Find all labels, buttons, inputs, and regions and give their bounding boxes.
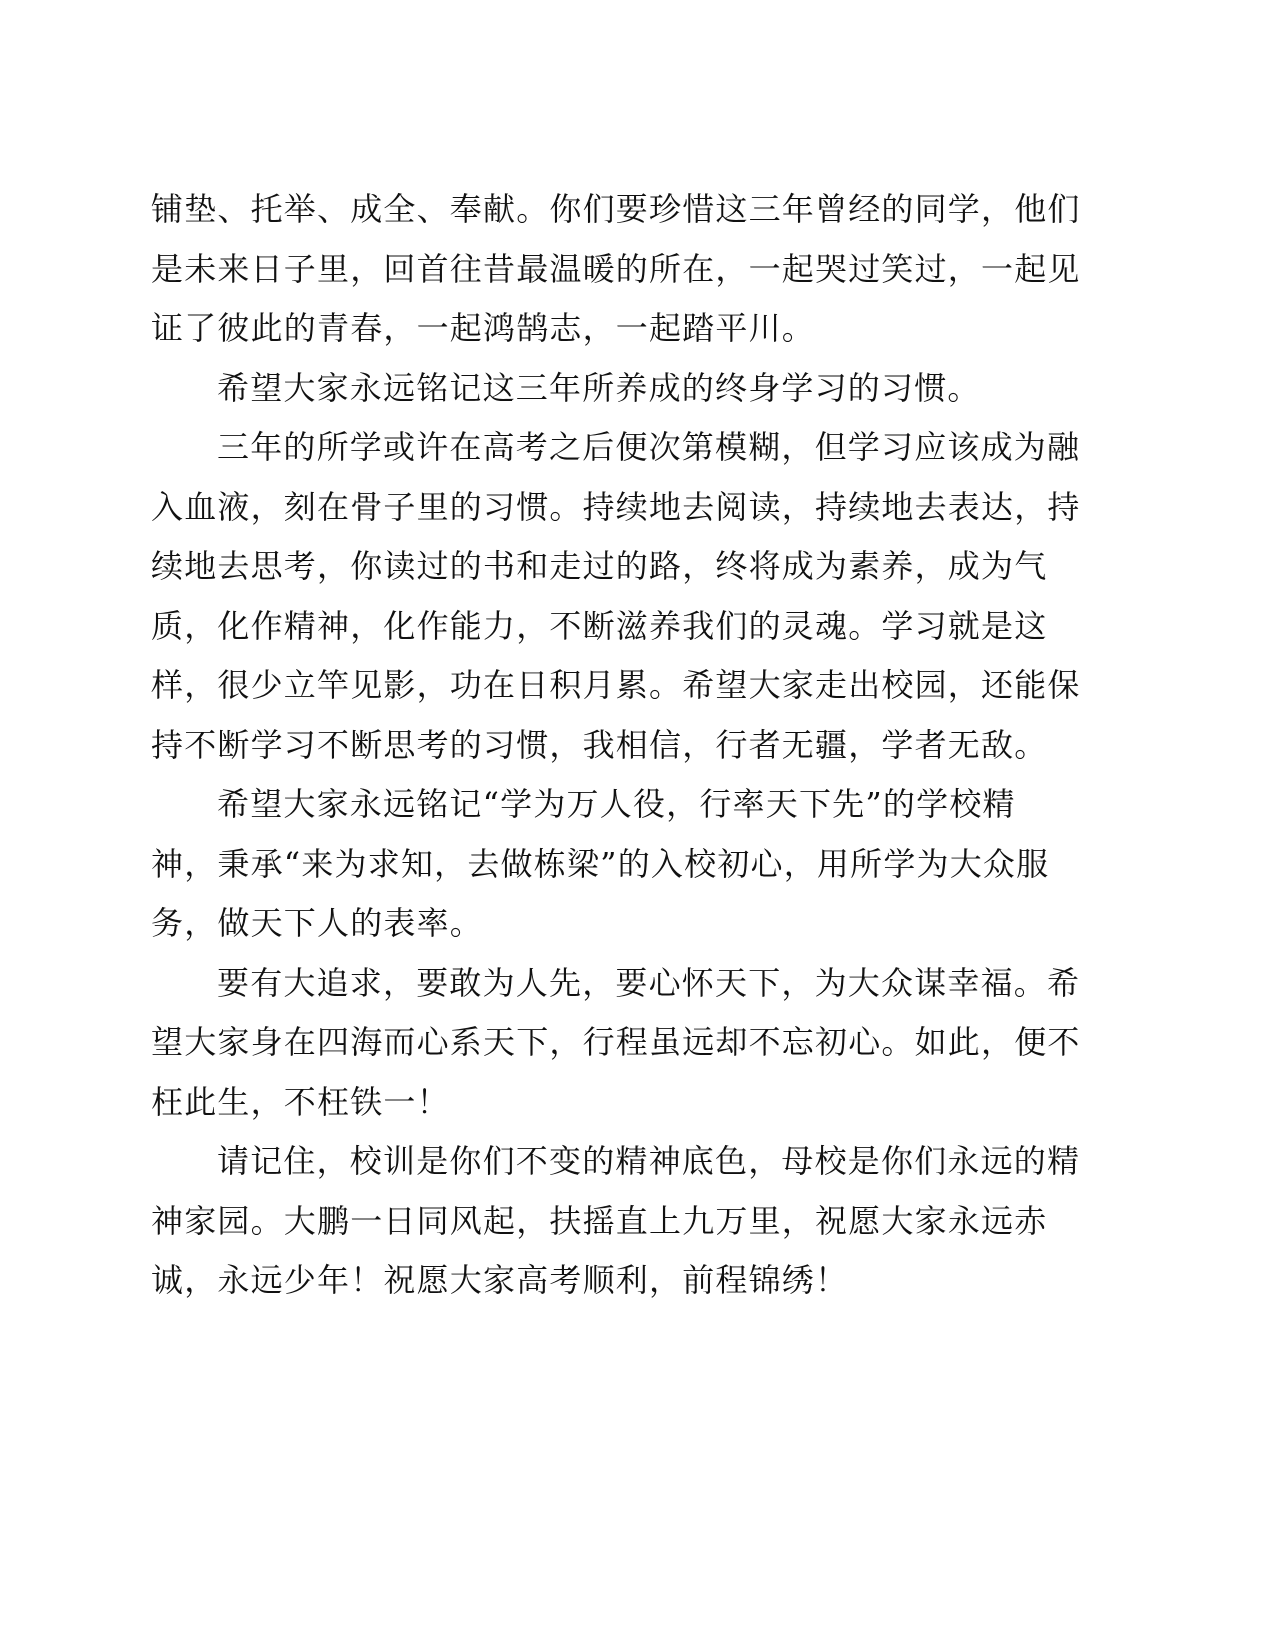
text-line: 铺垫、托举、成全、奉献。你们要珍惜这三年曾经的同学，他们 — [151, 190, 1081, 228]
paragraph-first-line: 三年的所学或许在高考之后便次第模糊，但学习应该成为融 — [217, 428, 1081, 466]
text-line: 枉此生，不枉铁一！ — [151, 1082, 450, 1121]
text-line: 诚，永远少年！祝愿大家高考顺利，前程锦绣！ — [151, 1261, 849, 1299]
paragraph-first-line: 要有大追求，要敢为人先，要心怀天下，为大众谋幸福。希 — [217, 963, 1081, 1002]
text-line: 证了彼此的青春，一起鸿鹄志，一起踏平川。 — [151, 309, 816, 347]
paragraph-first-line: 希望大家永远铭记这三年所养成的终身学习的习惯。 — [217, 368, 981, 407]
text-line: 样，很少立竿见影，功在日积月累。希望大家走出校园，还能保 — [151, 666, 1081, 704]
text-line: 是未来日子里，回首往昔最温暖的所在，一起哭过笑过，一起见 — [151, 249, 1081, 288]
document-body — [151, 180, 1091, 1311]
paragraph-first-line: 希望大家永远铭记“学为万人役，行率天下先”的学校精 — [217, 785, 1016, 823]
text-line: 望大家身在四海而心系天下，行程虽远却不忘初心。如此，便不 — [151, 1023, 1081, 1061]
text-line: 神，秉承“来为求知，去做栋梁”的入校初心，用所学为大众服 — [151, 844, 1050, 883]
text-line: 务，做天下人的表率。 — [151, 904, 484, 942]
text-line: 持不断学习不断思考的习惯，我相信，行者无疆，学者无敌。 — [151, 725, 1048, 764]
text-line: 质，化作精神，化作能力，不断滋养我们的灵魂。学习就是这 — [151, 606, 1048, 645]
text-line: 神家园。大鹏一日同风起，扶摇直上九万里，祝愿大家永远赤 — [151, 1201, 1048, 1240]
text-line: 续地去思考，你读过的书和走过的路，终将成为素养，成为气 — [151, 547, 1048, 585]
text-line: 入血液，刻在骨子里的习惯。持续地去阅读，持续地去表达，持 — [151, 487, 1081, 526]
paragraph-first-line: 请记住，校训是你们不变的精神底色，母校是你们永远的精 — [217, 1142, 1081, 1180]
